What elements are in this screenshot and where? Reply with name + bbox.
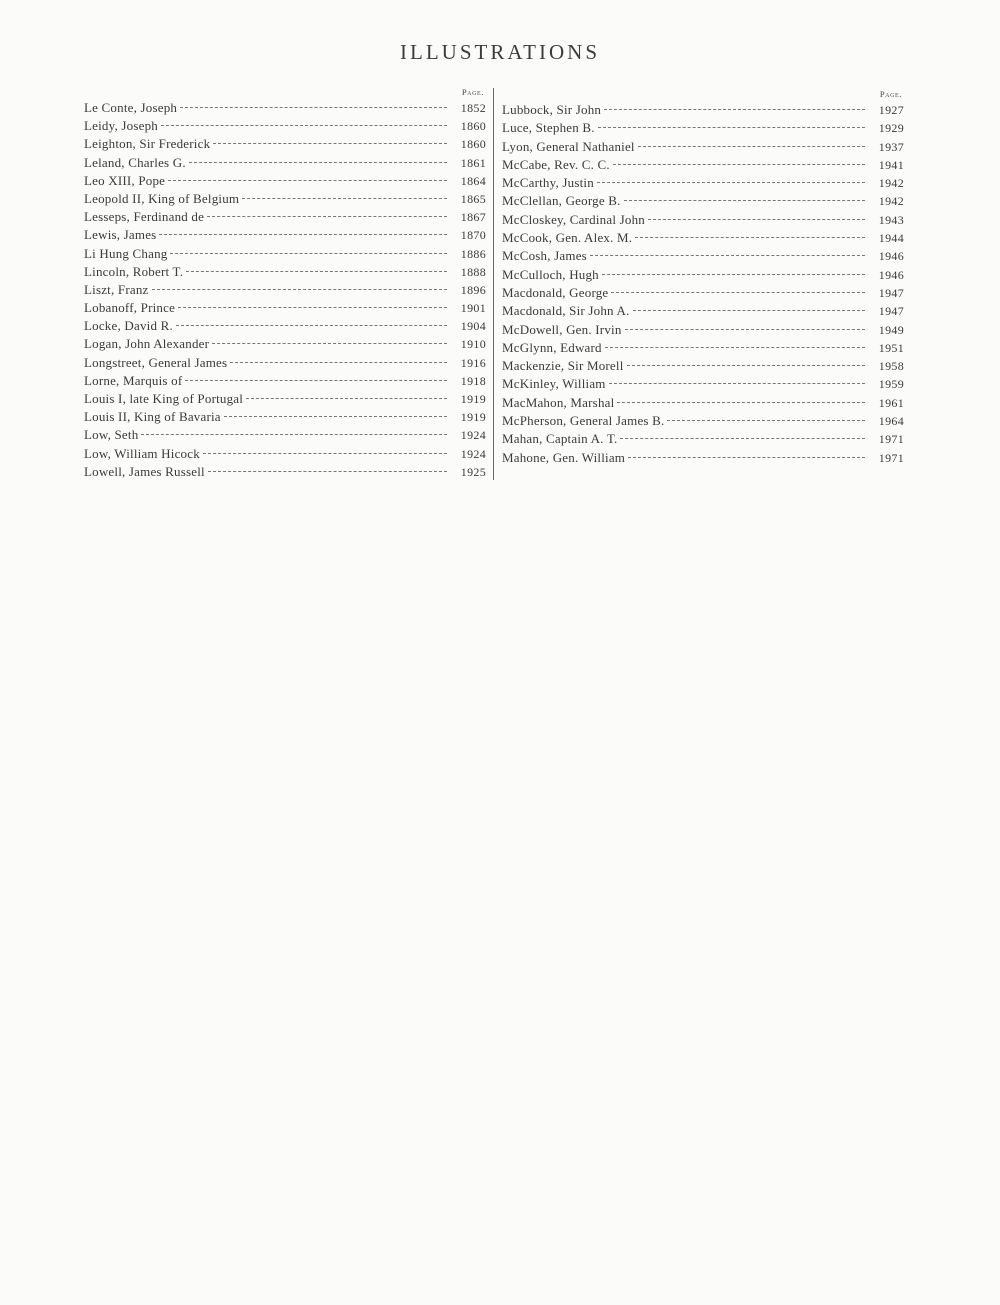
dot-leader: [625, 329, 865, 330]
index-entry: [502, 266, 904, 284]
entry-page-number: 1865: [460, 191, 486, 206]
entry-page-number: 1942: [878, 194, 904, 209]
index-entry: [502, 192, 904, 210]
dot-leader: [627, 365, 865, 366]
left-column: [84, 87, 486, 481]
entry-page-number: 1864: [460, 173, 486, 188]
dot-leader: [224, 416, 447, 417]
entry-page-number: 1937: [878, 139, 904, 154]
index-entry: [84, 117, 486, 135]
entry-page-number: 1924: [460, 446, 486, 461]
index-entry: [84, 408, 486, 426]
dot-leader: [617, 402, 865, 403]
right-entry-list: [502, 101, 904, 467]
entry-name: Mahan, Captain A. T.: [502, 431, 618, 447]
index-entry: [84, 226, 486, 244]
entry-name: McCabe, Rev. C. C.: [502, 156, 610, 172]
entry-page-number: 1943: [878, 212, 904, 227]
index-entry: [502, 357, 904, 375]
dot-leader: [178, 307, 447, 308]
entry-name: Leidy, Joseph: [84, 118, 158, 134]
dot-leader: [611, 292, 865, 293]
entry-page-number: 1929: [878, 121, 904, 136]
entry-page-number: 1918: [460, 373, 486, 388]
index-entry: [502, 412, 904, 430]
entry-page-number: 1852: [460, 101, 486, 115]
index-entry: [84, 281, 486, 299]
index-entry: [84, 426, 486, 444]
entry-page-number: 1888: [460, 264, 486, 279]
index-entry: [84, 208, 486, 226]
entry-page-number: 1910: [460, 337, 486, 352]
dot-leader: [609, 383, 865, 384]
dot-leader: [598, 127, 865, 128]
index-entry: [502, 156, 904, 174]
entry-page-number: 1947: [878, 285, 904, 300]
dot-leader: [170, 253, 447, 254]
index-entry: [502, 449, 904, 467]
index-entry: [84, 99, 486, 117]
entry-name: Lubbock, Sir John: [502, 102, 602, 117]
entry-name: McCloskey, Cardinal John: [502, 211, 645, 227]
entry-name: McCarthy, Justin: [502, 175, 594, 191]
entry-name: Louis I, late King of Portugal: [84, 391, 244, 406]
dot-leader: [207, 216, 447, 217]
entry-page-number: 1919: [460, 392, 486, 406]
entry-page-number: 1896: [460, 282, 486, 297]
index-entry: [502, 119, 904, 137]
dot-leader: [213, 143, 447, 144]
column-divider: [493, 88, 494, 480]
dot-leader: [597, 182, 865, 183]
entry-name: Lobanoff, Prince: [84, 300, 176, 316]
dot-leader: [186, 271, 447, 272]
entry-name: Le Conte, Joseph: [84, 100, 178, 115]
index-entry: [84, 245, 486, 263]
entry-name: MacMahon, Marshal: [502, 394, 615, 410]
entry-name: Leo XIII, Pope: [84, 172, 166, 188]
index-entry: [84, 317, 486, 335]
entry-page-number: 1861: [460, 155, 486, 170]
entry-name: McPherson, General James B.: [502, 413, 665, 429]
entry-page-number: 1901: [460, 301, 486, 316]
entry-name: Macdonald, George: [502, 284, 609, 300]
entry-page-number: 1870: [460, 228, 486, 243]
entry-page-number: 1860: [460, 119, 486, 134]
entry-name: Leopold II, King of Belgium: [84, 190, 240, 206]
entry-page-number: 1919: [460, 410, 486, 425]
index-entry: [84, 390, 486, 408]
entry-page-number: 1961: [878, 395, 904, 410]
entry-name: Luce, Stephen B.: [502, 120, 595, 136]
entry-name: Lowell, James Russell: [84, 463, 205, 479]
dot-leader: [168, 180, 447, 181]
index-entry: [84, 154, 486, 172]
dot-leader: [161, 125, 447, 126]
dot-leader: [604, 109, 865, 110]
index-entry: [502, 394, 904, 412]
index-entry: [502, 174, 904, 192]
entry-name: Lesseps, Ferdinand de: [84, 209, 205, 225]
entry-name: Longstreet, General James: [84, 354, 228, 370]
entry-name: McCook, Gen. Alex. M.: [502, 230, 633, 246]
index-entry: [84, 263, 486, 281]
left-entry-list: [84, 99, 486, 481]
index-entry: [84, 372, 486, 390]
dot-leader: [189, 162, 447, 163]
dot-leader: [633, 310, 865, 311]
dot-leader: [176, 325, 447, 326]
dot-leader: [635, 237, 865, 238]
right-column: [502, 87, 904, 467]
entry-name: McGlynn, Edward: [502, 339, 602, 355]
dot-leader: [185, 380, 447, 381]
entry-name: McKinley, William: [502, 376, 606, 392]
dot-leader: [648, 219, 865, 220]
dot-leader: [624, 200, 865, 201]
entry-name: Louis II, King of Bavaria: [84, 409, 221, 425]
entry-page-number: 1946: [878, 249, 904, 264]
entry-page-number: 1924: [460, 428, 486, 443]
index-entry: [502, 211, 904, 229]
entry-page-number: 1916: [460, 355, 486, 370]
index-entry: [502, 302, 904, 320]
dot-leader: [242, 198, 447, 199]
entry-page-number: 1951: [878, 340, 904, 355]
entry-name: Lewis, James: [84, 227, 157, 243]
dot-leader: [613, 164, 865, 165]
entry-page-number: 1944: [878, 231, 904, 246]
entry-name: McClellan, George B.: [502, 193, 621, 209]
dot-leader: [246, 398, 447, 399]
entry-page-number: 1942: [878, 176, 904, 191]
entry-name: McCulloch, Hugh: [502, 266, 599, 282]
entry-name: Low, William Hicock: [84, 445, 200, 461]
entry-name: Logan, John Alexander: [84, 336, 210, 352]
dot-leader: [203, 453, 447, 454]
entry-page-number: 1958: [878, 359, 904, 374]
entry-name: Macdonald, Sir John A.: [502, 303, 630, 319]
entry-page-number: 1886: [460, 246, 486, 261]
index-entry: [84, 172, 486, 190]
index-entry: [502, 375, 904, 393]
entry-name: McDowell, Gen. Irvin: [502, 321, 622, 337]
index-entry: [502, 339, 904, 357]
index-entry: [84, 335, 486, 353]
dot-leader: [152, 289, 448, 290]
left-page-header: Page.: [461, 87, 484, 97]
entry-name: Lorne, Marquis of: [84, 372, 183, 388]
dot-leader: [628, 457, 865, 458]
entry-page-number: 1946: [878, 267, 904, 282]
index-entry: [502, 138, 904, 156]
entry-name: Lincoln, Robert T.: [84, 263, 184, 279]
entry-page-number: 1959: [878, 377, 904, 392]
entry-name: Mahone, Gen. William: [502, 449, 626, 465]
dot-leader: [620, 438, 865, 439]
entry-name: Li Hung Chang: [84, 245, 168, 261]
index-entry: [84, 463, 486, 481]
entry-page-number: 1867: [460, 210, 486, 225]
dot-leader: [590, 255, 865, 256]
entry-page-number: 1904: [460, 319, 486, 334]
index-entry: [502, 321, 904, 339]
entry-name: Mackenzie, Sir Morell: [502, 358, 624, 374]
index-entry: [84, 354, 486, 372]
dot-leader: [212, 343, 447, 344]
dot-leader: [159, 234, 447, 235]
entry-page-number: 1860: [460, 137, 486, 152]
entry-page-number: 1941: [878, 157, 904, 172]
index-entry: [84, 190, 486, 208]
dot-leader: [602, 274, 865, 275]
page-title: ILLUSTRATIONS: [400, 40, 600, 64]
dot-leader: [208, 471, 447, 472]
entry-page-number: 1947: [878, 304, 904, 319]
entry-name: Lyon, General Nathaniel: [502, 138, 635, 154]
index-entry: [84, 445, 486, 463]
index-entry: [502, 229, 904, 247]
entry-page-number: 1949: [878, 322, 904, 337]
entry-name: Locke, David R.: [84, 318, 173, 334]
entry-page-number: 1925: [460, 464, 486, 479]
entry-page-number: 1964: [878, 414, 904, 429]
entry-page-number: 1927: [878, 103, 904, 117]
index-entry: [502, 101, 904, 119]
dot-leader: [638, 146, 865, 147]
dot-leader: [605, 347, 865, 348]
dot-leader: [141, 434, 447, 435]
index-entry: [502, 430, 904, 448]
index-entry: [84, 299, 486, 317]
dot-leader: [180, 107, 447, 108]
dot-leader: [230, 362, 447, 363]
index-entry: [84, 135, 486, 153]
entry-page-number: 1971: [878, 450, 904, 465]
index-entry: [502, 284, 904, 302]
entry-name: Low, Seth: [84, 427, 139, 443]
entry-name: Leland, Charles G.: [84, 154, 186, 170]
right-page-header: Page.: [879, 89, 902, 99]
entry-name: Liszt, Franz: [84, 281, 149, 297]
dot-leader: [667, 420, 865, 421]
entry-page-number: 1971: [878, 432, 904, 447]
entry-name: Leighton, Sir Frederick: [84, 136, 211, 152]
index-entry: [502, 247, 904, 265]
entry-name: McCosh, James: [502, 248, 587, 264]
